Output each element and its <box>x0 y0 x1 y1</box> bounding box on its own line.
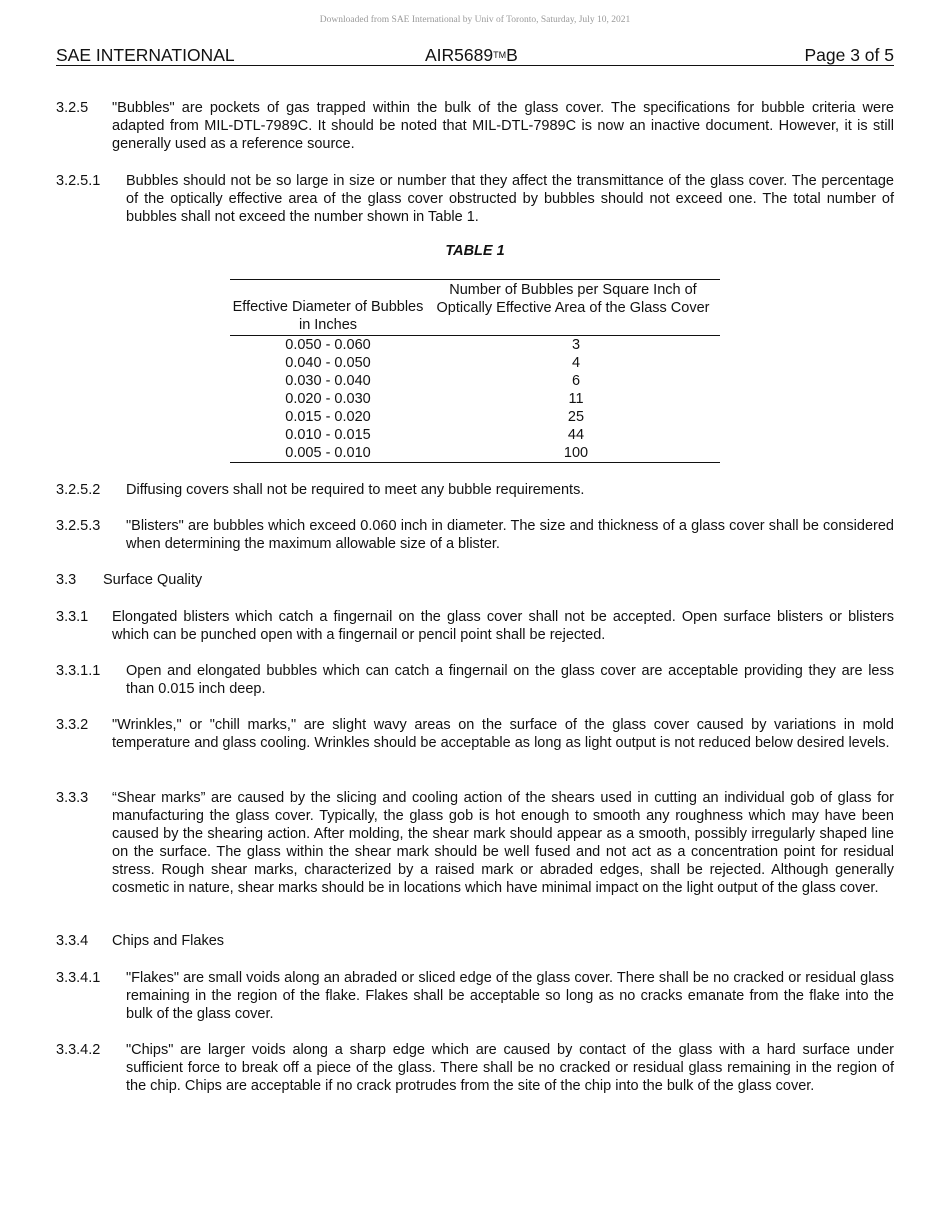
header-diameter: Effective Diameter of Bubbles in Inches <box>232 299 424 333</box>
table-row <box>230 354 720 372</box>
section-text: "Wrinkles," or "chill marks," are slight wavy areas on the surface of the glass cover caused by variations in mold temperature and glass cooling. Wrinkles should be acceptable as long as light output is not reduced below desired levels. <box>112 717 894 751</box>
header-organization: SAE INTERNATIONAL <box>56 45 235 65</box>
section-number: 3.3.1.1 <box>56 663 101 679</box>
section-number: 3.3.1 <box>56 609 89 625</box>
section-text: "Chips" are larger voids along a sharp edge which are caused by contact of the glass with a hard surface under sufficient force to break off a piece of the glass. There shall be no cracked or residual glass remaining in the region of the chip. Chips are acceptable if no crack protrudes from the site of the chip into the bulk of the glass cover. <box>126 1042 894 1094</box>
section-3-3-heading <box>56 571 894 589</box>
section-3-3-1-1 <box>56 662 894 698</box>
section-text: Bubbles should not be so large in size or number that they affect the transmittance of the glass cover. The percentage of the optically effective area of the glass cover obstructed by bubbles should not exceed one. The total number of bubbles shall not exceed the number shown in Table 1. <box>126 173 894 225</box>
doc-number-suffix: B <box>506 45 518 65</box>
section-number: 3.2.5 <box>56 100 89 116</box>
section-3-2-5-3 <box>56 517 894 553</box>
table-row <box>230 372 720 390</box>
section-number: 3.2.5.2 <box>56 482 101 498</box>
section-number: 3.3.4 <box>56 933 89 949</box>
diameter-cell: 0.040 - 0.050 <box>285 355 371 371</box>
section-3-2-5-2 <box>56 481 894 499</box>
section-number: 3.3 <box>56 572 77 588</box>
trademark-mark: TM <box>493 50 507 60</box>
diameter-cell: 0.015 - 0.020 <box>285 409 371 425</box>
diameter-cell: 0.010 - 0.015 <box>285 427 371 443</box>
section-text: Elongated blisters which catch a fingernail on the glass cover shall not be accepted. Open surface blisters or blisters which can be punched open with a fingernail or pencil point shall be rejected. <box>112 609 894 643</box>
table-row <box>230 336 720 354</box>
diameter-cell: 0.030 - 0.040 <box>285 373 371 389</box>
count-cell: 6 <box>571 373 581 389</box>
section-number: 3.3.2 <box>56 717 89 733</box>
header-page-number: Page 3 of 5 <box>804 45 894 65</box>
section-text: Open and elongated bubbles which can catch a fingernail on the glass cover are acceptable providing they are less than 0.015 inch deep. <box>126 663 894 697</box>
section-number: 3.3.4.1 <box>56 970 101 986</box>
section-3-3-1 <box>56 608 894 644</box>
section-3-2-5-1 <box>56 172 894 226</box>
table-row <box>230 426 720 444</box>
section-3-3-4-1 <box>56 969 894 1023</box>
section-text: "Bubbles" are pockets of gas trapped within the bulk of the glass cover. The specifications for bubble criteria were adapted from MIL-DTL-7989C. It should be noted that MIL-DTL-7989C is now an inactive document. However, it is still generally used as a reference source. <box>112 100 894 152</box>
table-row <box>230 390 720 408</box>
count-cell: 4 <box>571 355 581 371</box>
table-title: TABLE 1 <box>445 243 505 259</box>
section-heading: Surface Quality <box>103 572 203 588</box>
count-cell: 25 <box>567 409 585 425</box>
section-3-2-5 <box>56 99 894 153</box>
section-number: 3.2.5.3 <box>56 518 101 534</box>
section-text: "Flakes" are small voids along an abraded or sliced edge of the glass cover. There shall be no cracked or residual glass remaining in the region of the flake. Flakes shall be acceptable so long as no cracks emanate from the flake into the bulk of the glass cover. <box>126 970 894 1022</box>
section-3-3-4-heading <box>56 932 894 950</box>
bubble-table <box>230 279 720 463</box>
section-number: 3.3.3 <box>56 790 89 806</box>
table-header-row <box>230 280 720 336</box>
section-text: “Shear marks” are caused by the slicing and cooling action of the shears used in cutting an individual gob of glass for manufacturing the glass cover. Typically, the glass gob is hot enough to smooth any roughness which may have been caused by the shearing action. After molding, the shear mark should appear as a smooth, possibly irregularly shaped line on the surface. The glass within the shear mark should be well fused and not act as a concentration point for residual stress. Rough shear marks, characterized by a raised mark or abraded edges, shall be rejected. Although generally cosmetic in nature, shear marks should be in locations which have minimal impact on the light output of the glass cover. <box>112 790 894 896</box>
section-text: Diffusing covers shall not be required to meet any bubble requirements. <box>126 482 585 498</box>
download-watermark: Downloaded from SAE International by Univ of Toronto, Saturday, July 10, 2021 <box>319 15 631 25</box>
table-row <box>230 444 720 462</box>
table-row <box>230 408 720 426</box>
section-3-3-2 <box>56 716 894 752</box>
diameter-cell: 0.005 - 0.010 <box>285 445 371 461</box>
section-number: 3.3.4.2 <box>56 1042 101 1058</box>
count-cell: 100 <box>563 445 589 461</box>
section-text: "Blisters" are bubbles which exceed 0.060 inch in diameter. The size and thickness of a glass cover shall be considered when determining the maximum allowable size of a blister. <box>126 518 894 552</box>
section-heading: Chips and Flakes <box>112 933 225 949</box>
diameter-cell: 0.020 - 0.030 <box>285 391 371 407</box>
section-3-3-4-2 <box>56 1041 894 1095</box>
section-3-3-3 <box>56 789 894 897</box>
count-cell: 3 <box>571 337 581 353</box>
diameter-cell: 0.050 - 0.060 <box>285 337 371 353</box>
doc-number-prefix: AIR5689 <box>425 45 494 65</box>
section-number: 3.2.5.1 <box>56 173 101 189</box>
header-document-number <box>425 45 518 65</box>
count-cell: 11 <box>568 391 584 407</box>
count-cell: 44 <box>567 427 585 443</box>
header-bubble-count: Number of Bubbles per Square Inch of Optically Effective Area of the Glass Cover <box>436 282 710 316</box>
page-header <box>56 45 894 66</box>
